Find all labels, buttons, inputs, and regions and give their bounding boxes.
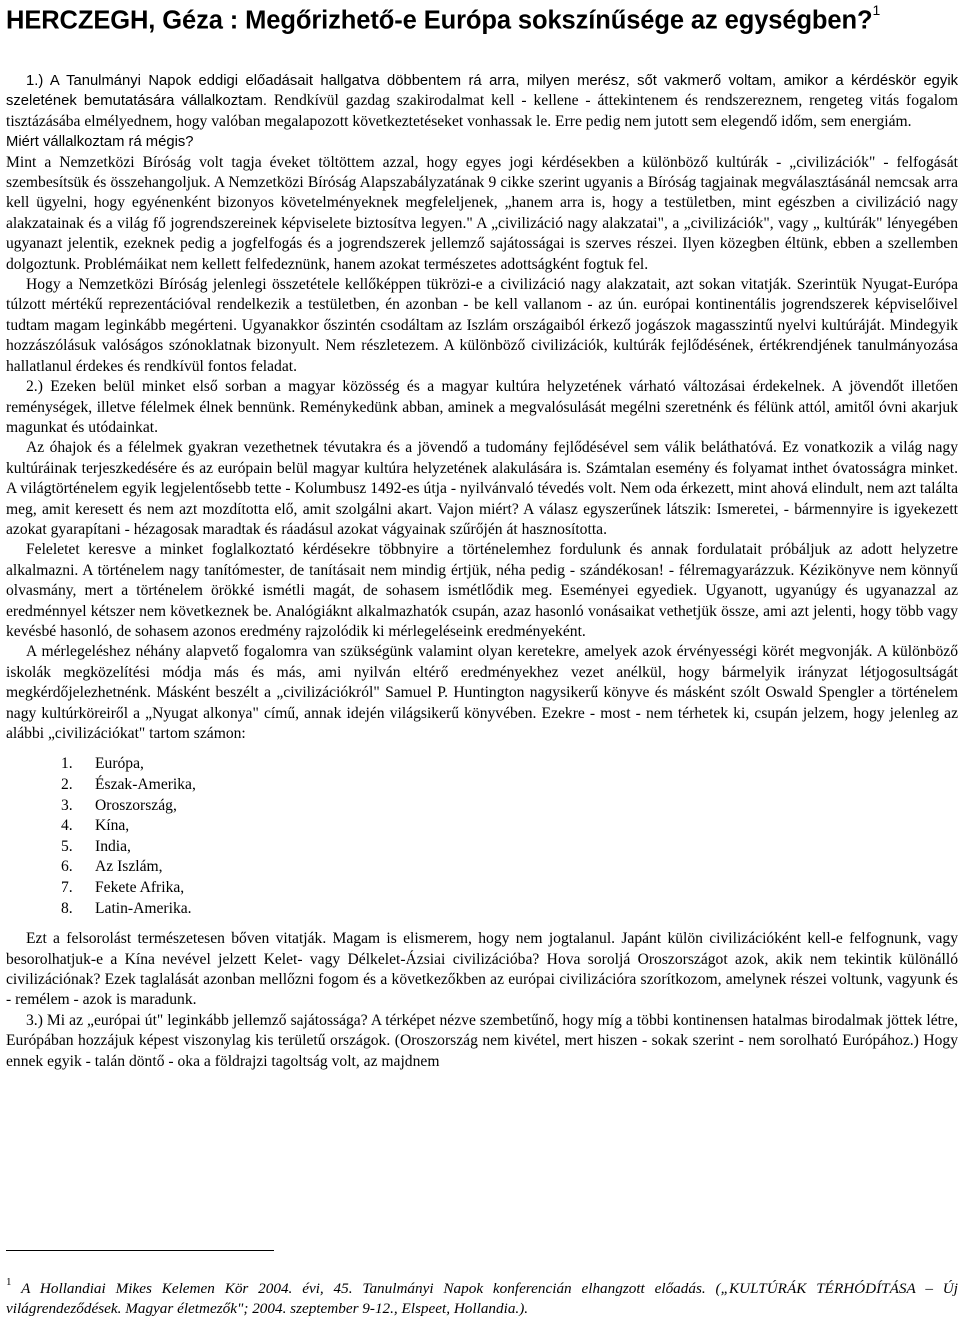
civilization-list <box>6 754 958 919</box>
paragraph <box>6 71 958 132</box>
list-text: Európa, <box>95 755 144 773</box>
list-number: 1. <box>61 755 73 773</box>
paragraph: Feleletet keresve a minket foglalkoztató kérdésekre többnyire a történelemhez fordulunk és annak fordulatait próbáljuk az adott helyzetre alkalmazni. A történelem nagy tanítómester, de tanításait nem mindig értjük, néha pedig - szándékosan! - félremagyarázzuk. Kézikönyve nem könnyű olvasmány, mert a történelem örökké ismétli magát, de sohasem ismétlődik meg. Eseményei egyediek. Ugyanott, ugyanúgy és ugyanazzal az eredménnyel kétszer nem következnek be. Analógiáknt alkalmazhatók csupán, azaz hasonló vonásaikat vethetjük össze, ami azt jelenti, hogy több vagy kevésbé hasonló, de sohasem azonos eredmény rajzolódik ki mérlegeléseink eredményeként. <box>6 541 958 640</box>
list-number: 5. <box>61 837 73 855</box>
paragraph: Hogy a Nemzetközi Bíróság jelenlegi összetétele kellőképpen tükrözi-e a civilizáció nagy alakzatait, azt sokan vitatják. Szerintük Nyugat-Európa túlzott mértékű reprezentációval rendelkezik a testületben, én azonban - be kell vallanom - az ún. európai kontinentális jogrendszerek képviselőivel tudtam magam leginkább megérteni. Ugyanakkor őszintén csodáltam az Iszlám országaiból érkező jogászok magasszintű nyelvi kultúráját. Mindegyik hozzászólásuk valóságos szónoklatnak bizonyult. Nem részletezem. A különböző civilizációk, kultúrák fejlődésének, értékrendjének tanulmányozása hallatlanul érdekes és rendkívül fontos feladat. <box>6 276 958 375</box>
list-item <box>61 837 958 858</box>
footnote-text: A Hollandiai Mikes Kelemen Kör 2004. évi, 45. Tanulmányi Napok konferencián elhangzott előadás. ( <box>11 1280 721 1298</box>
paragraph-intro: Mint a Nemzetközi Bíróság volt tagja éveket töltöttem azzal, hogy egyes jogi kérdésekben a különböző kultúrák - „civilizációk" - felfogását szembesítsük és összehangoljuk. <box>6 153 958 192</box>
list-text: Kína, <box>95 817 130 835</box>
list-item <box>61 754 958 775</box>
paragraph: A mérlegeléshez néhány alapvető fogalomra van szükségünk valamint olyan keretekre, amelyek azok érvényességi körét megvonják. A különböző iskolák megközelítési módja más és más, ami nyilván eltérő eredményekhez vezet anélkül, hogy bármelyik irányzat létjogosultságát megkérdőjelezhetnénk. Másként beszélt a „civilizációkról" Samuel P. Huntington nagysikerű könyve és másként szólt Oswald Spengler a történelem nagy kultúrköreiről a „Nyugat alkonya" című, annak idején világsikerű könyvében. Ezekre - most - nem térhetek ki, csupán jelzem, hogy jelenleg az alábbi „civilizációkat" tartom számon: <box>6 643 958 742</box>
footnote-source: „KULTÚRÁK TÉRHÓDÍTÁSA – Új világrendeződések. Magyar életmezők"; 2004. szeptember 9-12., Elspeet, Hollandia.). <box>6 1280 958 1318</box>
list-number: 4. <box>61 817 73 835</box>
list-number: 6. <box>61 858 73 876</box>
article-body <box>6 71 958 1072</box>
list-item <box>61 899 958 920</box>
list-text: Az Iszlám, <box>95 858 163 876</box>
paragraph-question: Miért vállalkoztam rá mégis? <box>6 134 194 151</box>
paragraph: 2.) Ezeken belül minket első sorban a magyar közösség és a magyar kultúra helyzetének várható változásai érdekelnek. A jövendőt illetően reménységek, illetve félelmek élnek bennünk. Reménykedünk abban, aminek a megvalósulását megélni szeretnénk és félünk attól, amitől óvni akarjuk magunkat és utódainkat. <box>6 378 958 436</box>
list-item <box>61 816 958 837</box>
list-number: 2. <box>61 776 73 793</box>
list-item <box>61 857 958 878</box>
footnote <box>6 1274 958 1319</box>
list-text: Észak-Amerika, <box>95 776 196 793</box>
list-item <box>61 775 958 796</box>
list-number: 7. <box>61 878 73 896</box>
list-text: Oroszország, <box>95 796 177 814</box>
list-number: 3. <box>61 796 73 814</box>
title-text: HERCZEGH, Géza : Megőrizhető-e Európa sokszínűsége az egységben? <box>6 6 873 35</box>
page-title <box>6 2 881 36</box>
title-footnote-ref[interactable]: 1 <box>872 2 881 18</box>
paragraph: Az óhajok és a félelmek gyakran vezethetnek tévutakra és a jövendő a tudomány fejlődésével sem válik beláthatóvá. Ez vonatkozik a világ nagy kultúráinak terjeszkedésére és az európain belül magyar kultúra helyzetének alakulására is. Számtalan esemény és folyamat inthet óvatosságra minket. A világtörténelem egyik legjelentősebb tette - Kolumbusz 1492-es útja - nyilvánvaló tévedés volt. Nem oda érkezett, mint ahová elindult, nem azt találta meg, amit keresett és nem azt mozdította elő, amit szolgálni akart. Vajon miért? A válasz egyszerűnek látszik: Ismeretei, - bármennyire is igyekezett azokat gyarapítani - hézagosak maradtak és ráadásul azokat vágyainak szűrőjén át hasznosította. <box>6 439 958 538</box>
paragraph: Ezt a felsorolást természetesen bőven vitatják. Magam is elismerem, hogy nem jogtalanul. Japánt külön civilizációként kell-e felfognunk, vagy besorolhatjuk-e a Kína nevével jelzett Kelet- vagy Délkelet-Ázsiai civilizációba? Hova soroljá Oroszországot azok, akik nem tekintik különálló civilizációnak? Ezek taglalását azonban mellőzni fogom és a következőkben az európai civilizációra szorítkozom, amelynek részei voltunk, vagyunk és - remélem - azok is maradunk. <box>6 930 958 1009</box>
list-item <box>61 796 958 817</box>
list-text: Latin-Amerika. <box>95 899 192 917</box>
footnote-number: 1 <box>6 1276 12 1289</box>
paragraph <box>6 153 958 275</box>
paragraph: 3.) Mi az „európai út" leginkább jellemző sajátossága? A térképet nézve szembetűnő, hogy míg a többi kontinensen hatalmas birodalmak jöttek létre, Európában hozzájuk képest viszonylag kis területű országok. (Oroszország nem kivétel, mert hiszen - sokak szerint - nem sorolható Európához.) Hogy ennek egyik - talán döntő - oka a földrajzi tagoltság volt, az majdnem <box>6 1011 958 1070</box>
paragraph-text: Rendkívül gazdag szakirodalmat kell - kellene - áttekintenem és rendszereznem, rengeteg vitás fogalom tisztázásába elmélyednem, hogy valóban megalapozott következtetéseket vonhassak le. Erre pedig nem jutott sem elegendő időm, sem energiám. <box>6 92 958 130</box>
list-text: India, <box>95 837 131 855</box>
list-item <box>61 878 958 899</box>
footnote-divider <box>6 1250 274 1251</box>
paragraph-intro: 1.) A Tanulmányi Napok eddigi előadásait hallgatva döbbentem rá arra, milyen merész, sőt vakmerő voltam, amikor a kérdéskör egyik szeletének bemutatására vállalkoztam. <box>6 73 958 110</box>
list-number: 8. <box>61 899 73 917</box>
paragraph-text: A Nemzetközi Bíróság Alapszabályzatának 9 cikke szerint ugyanis a Bíróság tagjainak megválasztásánál nemcsak arra kell ügyelni, hogy egyénenként bizonyos követelményeknek megfeleljenek, „hanem arra is, hogy a testületben, mint egészben a civilizáció nagy alakzatainak és a világ fő jogrendszereinek képviselete biztosítva legyen." A „civilizáció nagy alakzatai", a „civilizációk", vagy „ kultúrák" lényegében ugyanazt jelentik, ezeknek pedig a jogfelfogás és a jogrendszerek jellemző sajátosságai is szerves részei. Ilyen közegben éltünk, ebben a szellemben dolgoztunk. Problémáikat nem kellett felfedeznünk, hanem azokat természetes adottságként fogtuk fel. <box>6 174 958 273</box>
list-text: Fekete Afrika, <box>95 878 185 896</box>
